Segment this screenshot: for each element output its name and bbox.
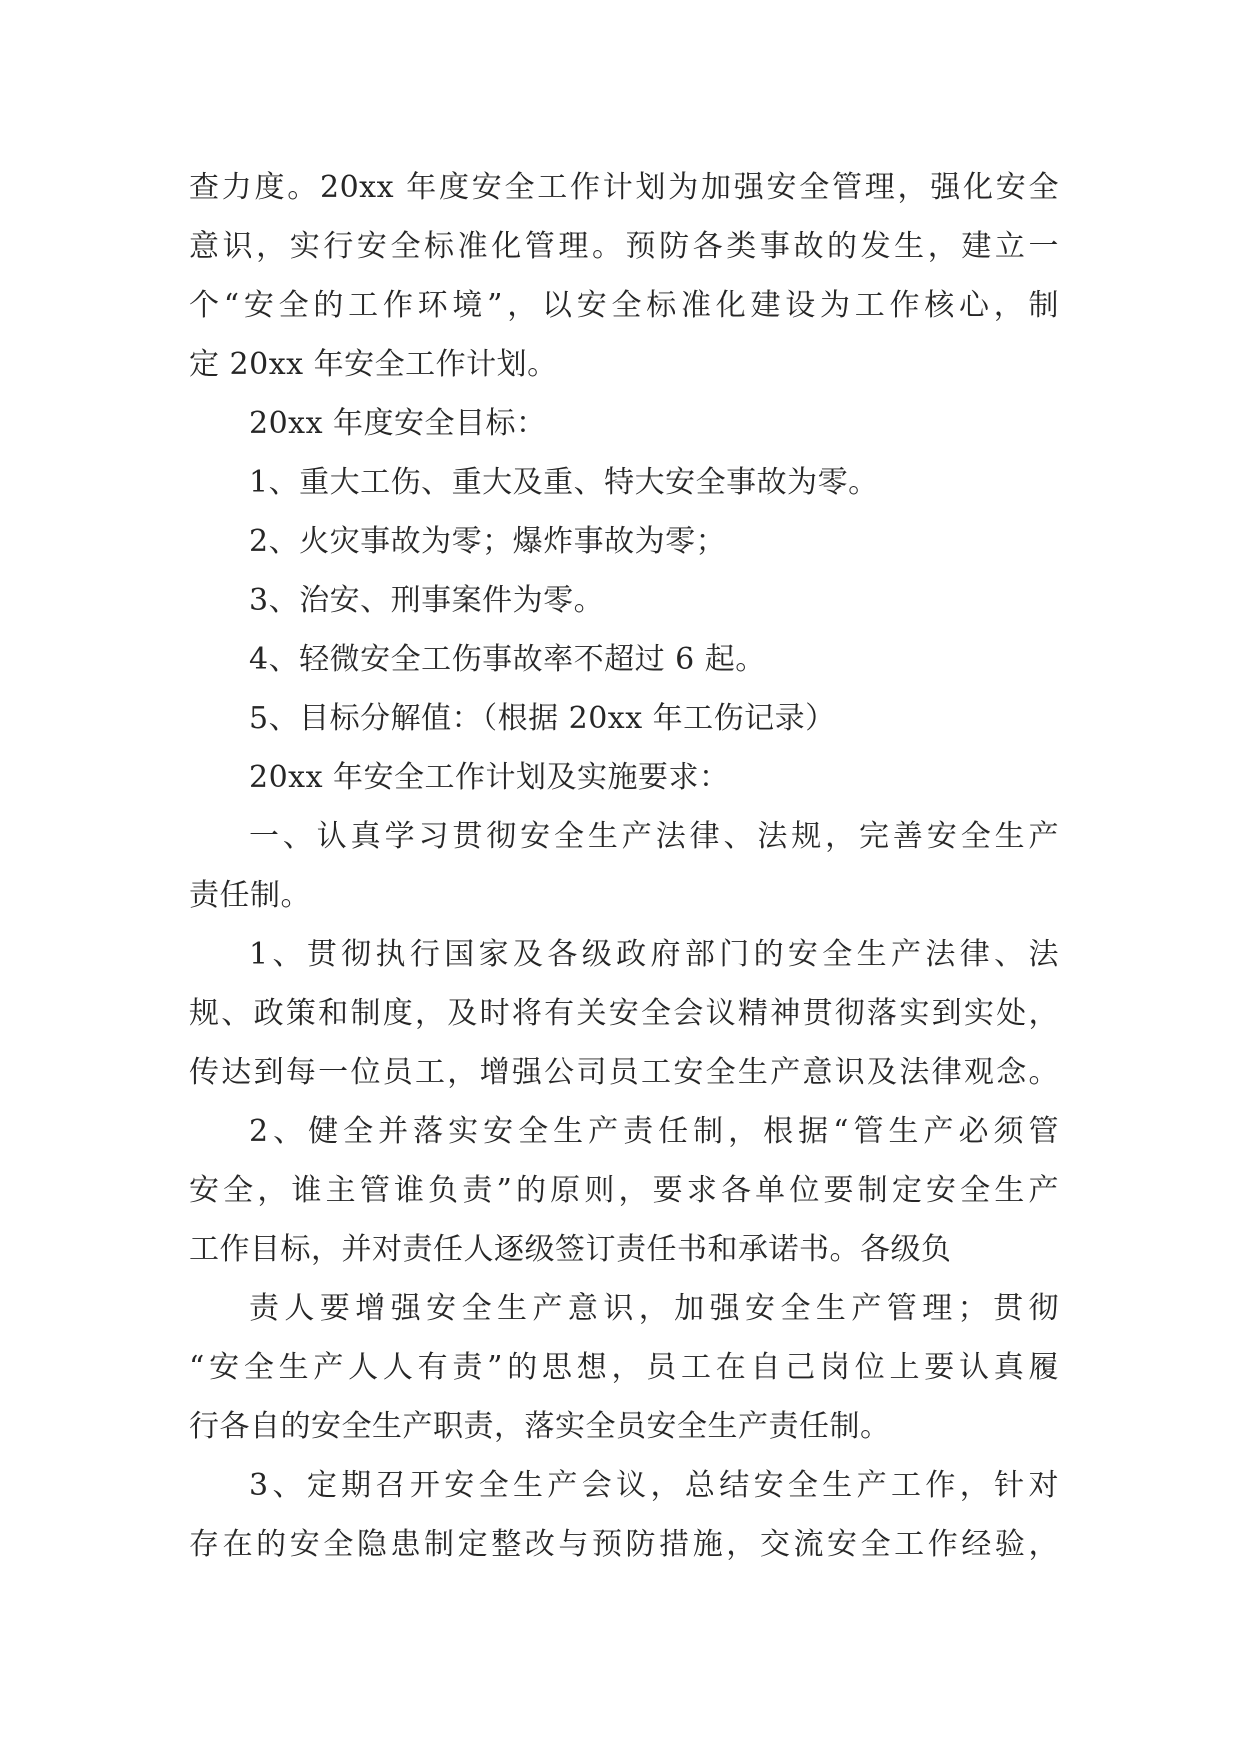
document-body	[189, 158, 1059, 1574]
text-line: 传达到每一位员工，增强公司员工安全生产意识及法律观念。	[189, 1055, 1059, 1090]
text-line: 存在的安全隐患制定整改与预防措施，交流安全工作经验，	[189, 1527, 1059, 1562]
list-item: 3、治安、刑事案件为零。	[249, 583, 605, 618]
text-line: 查力度。20xx 年度安全工作计划为加强安全管理，强化安全	[189, 170, 1059, 205]
text-line: 3、定期召开安全生产会议，总结安全生产工作，针对	[249, 1468, 1059, 1503]
text-line: 规、政策和制度，及时将有关安全会议精神贯彻落实到实处，	[189, 996, 1059, 1031]
section-heading: 20xx 年安全工作计划及实施要求：	[249, 760, 730, 795]
list-item: 5、目标分解值：（根据 20xx 年工伤记录）	[249, 701, 836, 736]
text-line: 行各自的安全生产职责，落实全员安全生产责任制。	[189, 1409, 891, 1444]
text-line: 一、认真学习贯彻安全生产法律、法规，完善安全生产	[249, 819, 1059, 854]
text-line: “安全生产人人有责”的思想，员工在自己岗位上要认真履	[189, 1350, 1059, 1385]
text-line: 2、健全并落实安全生产责任制，根据“管生产必须管	[249, 1114, 1059, 1149]
text-line: 个“安全的工作环境”，以安全标准化建设为工作核心，制	[189, 288, 1059, 323]
text-line: 定 20xx 年安全工作计划。	[189, 347, 558, 382]
text-line: 责任制。	[189, 878, 311, 913]
text-line: 安全，谁主管谁负责”的原则，要求各单位要制定安全生产	[189, 1173, 1059, 1208]
list-item: 4、轻微安全工伤事故率不超过 6 起。	[249, 642, 766, 677]
section-heading: 20xx 年度安全目标：	[249, 406, 547, 441]
text-line: 责人要增强安全生产意识，加强安全生产管理；贯彻	[249, 1291, 1059, 1326]
list-item: 2、火灾事故为零；爆炸事故为零；	[249, 524, 727, 559]
text-line: 意识，实行安全标准化管理。预防各类事故的发生，建立一	[189, 229, 1059, 264]
text-line: 工作目标，并对责任人逐级签订责任书和承诺书。各级负	[189, 1232, 952, 1267]
text-line: 1、贯彻执行国家及各级政府部门的安全生产法律、法	[249, 937, 1059, 972]
list-item: 1、重大工伤、重大及重、特大安全事故为零。	[249, 465, 879, 500]
